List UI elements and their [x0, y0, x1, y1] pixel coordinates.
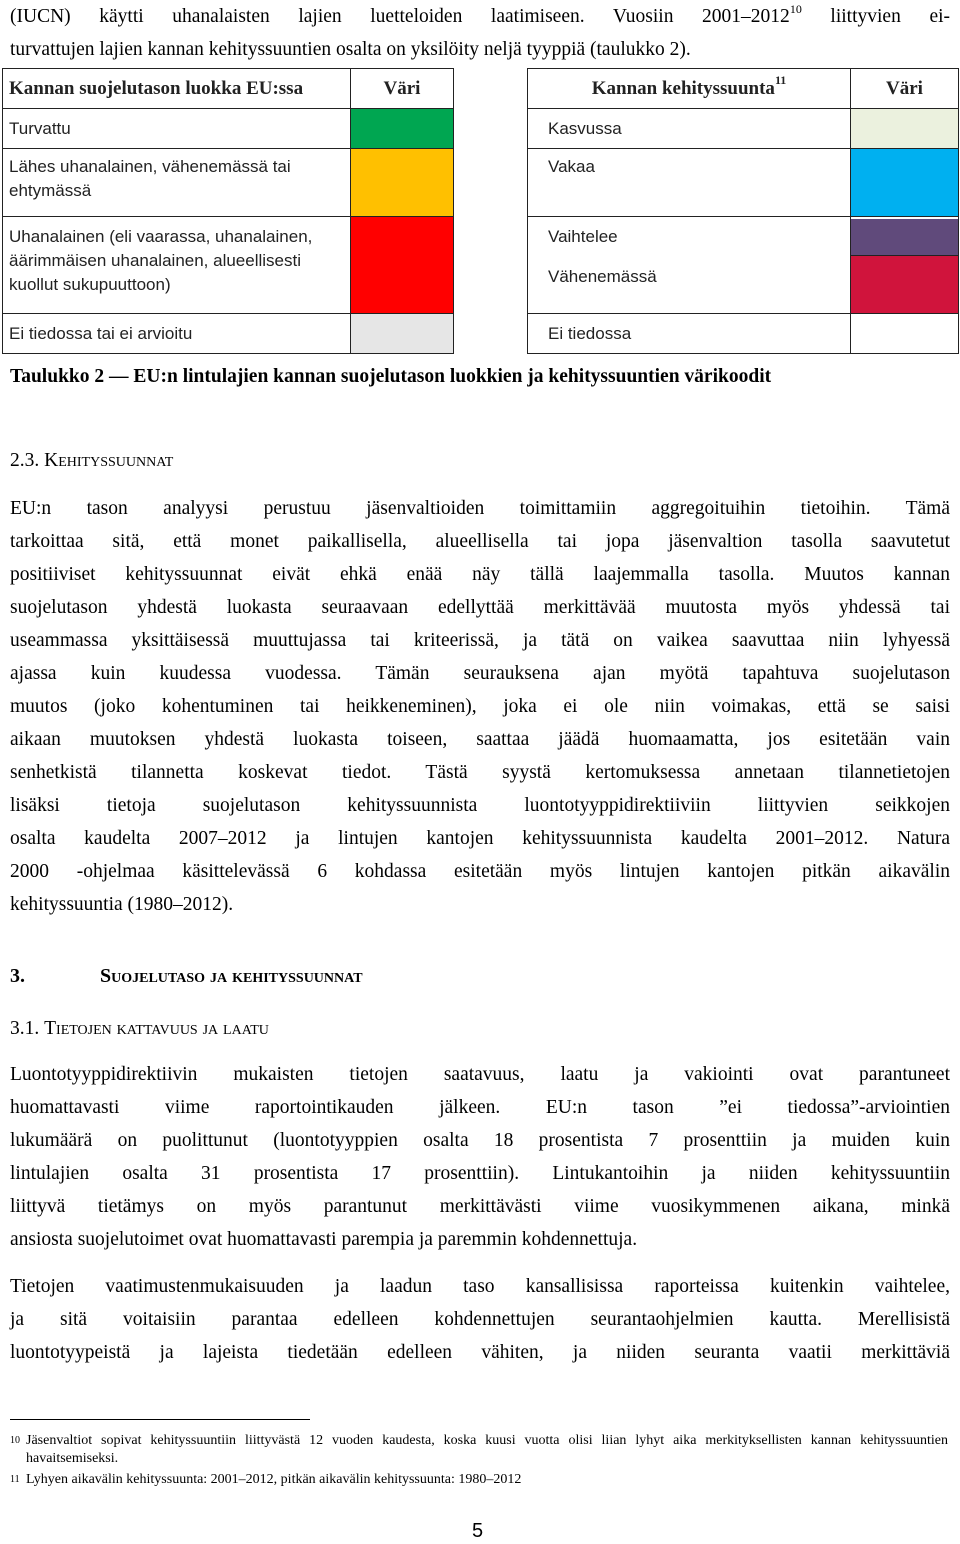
- header-status-class: Kannan suojelutason luokka EU:ssa: [3, 69, 351, 109]
- table-caption: Taulukko 2 — EU:n lintulajien kannan suojelutason luokkien ja kehityssuuntien värikoodit: [10, 366, 772, 387]
- paragraph-line: ja sitä voitaisiin parantaa edelleen kohdennettujen seurantaohjelmien kautta. Merellisistä: [10, 1309, 950, 1330]
- trend-swatch-white: [851, 314, 959, 354]
- paragraph-line: positiiviset kehityssuunnat eivät ehkä enää näy tällä laajemmalla tasolla. Muutos kannan: [10, 564, 950, 585]
- paragraph-line: senhetkistä tilannetta koskevat tiedot. Tästä syystä kertomuksessa annetaan tilannetietojen: [10, 762, 950, 783]
- body-paragraph-1: [10, 492, 950, 921]
- trend-swatch-pair: [851, 217, 959, 314]
- paragraph-line: ajassa kuin kuudessa vuodessa. Tämän seurauksena ajan myötä tapahtuva suojelutason: [10, 663, 950, 684]
- footnote-ref-10[interactable]: 10: [789, 1, 802, 16]
- body-paragraph-2: [10, 1058, 950, 1256]
- status-swatch-green: [351, 109, 454, 149]
- paragraph-line: Tietojen vaatimustenmukaisuuden ja laadun taso kansallisissa raporteissa kuitenkin vaihtelee,: [10, 1276, 950, 1297]
- trend-label: Vähenemässä: [548, 267, 657, 286]
- header-color-left: Väri: [351, 69, 454, 109]
- page-number: 5: [472, 1520, 484, 1542]
- status-label: Uhanalainen (eli vaarassa, uhanalainen, äärimmäisen uhanalainen, alueellisesti kuollut sukupuuttoon): [3, 217, 351, 314]
- paragraph-line: muutos (joko kohentuminen tai heikkeneminen), joka ei ole niin voimakas, että se saisi: [10, 696, 950, 717]
- paragraph-line: aikaan muutoksen yhdestä luokasta toiseen, saattaa jäädä huomaamatta, jos esitetään vain: [10, 729, 950, 750]
- paragraph-line: lintulajien osalta 31 prosentista 17 prosenttiin). Lintukantoihin ja niiden kehityssuuntiin: [10, 1163, 950, 1184]
- paragraph-line: osalta kaudelta 2007–2012 ja lintujen kantojen kehityssuunnista kaudelta 2001–2012. Natura: [10, 828, 950, 849]
- status-swatch-yellow: [351, 149, 454, 217]
- intro-line-2: turvattujen lajien kannan kehityssuuntien osalta on yksilöity neljä tyyppiä (taulukko 2).: [10, 39, 691, 60]
- trend-pair-cell: [528, 217, 851, 314]
- status-label: Lähes uhanalainen, vähenemässä tai ehtymässä: [3, 149, 351, 217]
- trend-label: Kasvussa: [528, 109, 851, 149]
- trend-swatch-light-green: [851, 109, 959, 149]
- status-label: Turvattu: [3, 109, 351, 149]
- footnote-10: 10 Jäsenvaltiot sopivat kehityssuuntiin liittyvästä 12 vuoden kaudesta, koska kuusi vuotta olisi liian lyhyt aika merkityksellisten kannan kehityssuuntien havaitsemiseksi.: [10, 1433, 948, 1466]
- section-heading-2-3: 2.3. Kehityssuunnat: [10, 450, 174, 471]
- paragraph-line: tarkoittaa sitä, että monet paikallisella, alueellisella tai jopa jäsenvaltion tasolla saavutetut: [10, 531, 950, 552]
- footnote-ref-11[interactable]: 11: [774, 73, 787, 88]
- section-heading-3: 3. Suojelutaso ja kehityssuunnat: [10, 965, 363, 987]
- paragraph-line: EU:n tason analyysi perustuu jäsenvaltioiden toimittamiin aggregoituihin tietoihin. Tämä: [10, 498, 950, 519]
- section-heading-3-1: 3.1. Tietojen kattavuus ja laatu: [10, 1018, 269, 1039]
- paragraph-line: kehityssuuntia (1980–2012).: [10, 894, 234, 915]
- body-paragraph-3: [10, 1270, 950, 1369]
- footnote-11: 11 Lyhyen aikavälin kehityssuunta: 2001–2012, pitkän aikavälin kehityssuunta: 1980–2012: [10, 1472, 522, 1487]
- paragraph-line: lukumäärä on puolittunut (luontotyyppien osalta 18 prosentista 7 prosenttiin ja muiden kuin: [10, 1130, 950, 1151]
- paragraph-line: 2000 -ohjelmaa käsittelevässä 6 kohdassa esitetään myös lintujen kantojen pitkän aikavälin: [10, 861, 950, 882]
- paragraph-line: useammassa yksittäisessä muuttujassa tai kriteerissä, ja tätä on vaikea saavuttaa niin lyhyessä: [10, 630, 950, 651]
- trend-swatch-crimson: [851, 256, 958, 313]
- paragraph-line: suojelutason yhdestä luokasta seuraavaan edellyttää merkittävää muutosta myös yhdessä tai: [10, 597, 950, 618]
- trend-swatch-purple: [851, 219, 958, 255]
- paragraph-line: Luontotyyppidirektiivin mukaisten tietojen saatavuus, laatu ja vakiointi ovat parantuneet: [10, 1064, 950, 1085]
- header-color-right: Väri: [851, 69, 959, 109]
- trend-label: Vakaa: [528, 149, 851, 217]
- paragraph-line: luontotyypeistä ja lajeista tiedetään edelleen vähiten, ja niiden seuranta vaatii merkittäviä: [10, 1342, 950, 1363]
- intro-line-1: (IUCN) käytti uhanalaisten lajien luetteloiden laatimiseen. Vuosiin 2001–2012: [10, 6, 790, 27]
- status-label: Ei tiedossa tai ei arvioitu: [3, 314, 351, 354]
- color-code-table: [2, 68, 959, 354]
- paragraph-line: ansiosta suojelutoimet ovat huomattavasti parempia ja paremmin kohdennettuja.: [10, 1229, 638, 1250]
- paragraph-line: lisäksi tietoja suojelutason kehityssuunnista luontotyyppidirektiiviin liittyvien seikkojen: [10, 795, 950, 816]
- status-swatch-red: [351, 217, 454, 314]
- intro-paragraph: (IUCN) käytti uhanalaisten lajien luetteloiden laatimiseen. Vuosiin 2001–2012$^{10}$ liittyvien ei- turvattujen lajien kannan kehityssuuntien osalta on yksilöity neljä tyyppiä (taulukko 2).: [10, 0, 950, 66]
- trend-label: Ei tiedossa: [528, 314, 851, 354]
- paragraph-line: liittyvä tietämys on myös parantunut merkittävästi viime vuosikymmenen aikana, minkä: [10, 1196, 950, 1217]
- trend-swatch-blue: [851, 149, 959, 217]
- status-swatch-grey: [351, 314, 454, 354]
- footnote-separator: [10, 1419, 310, 1420]
- trend-label: Vaihtelee: [548, 227, 618, 246]
- paragraph-line: huomattavasti viime raportointikauden jälkeen. EU:n tason ”ei tiedossa”-arviointien: [10, 1097, 950, 1118]
- header-trend: Kannan kehityssuunta$^{11}$: [528, 69, 851, 109]
